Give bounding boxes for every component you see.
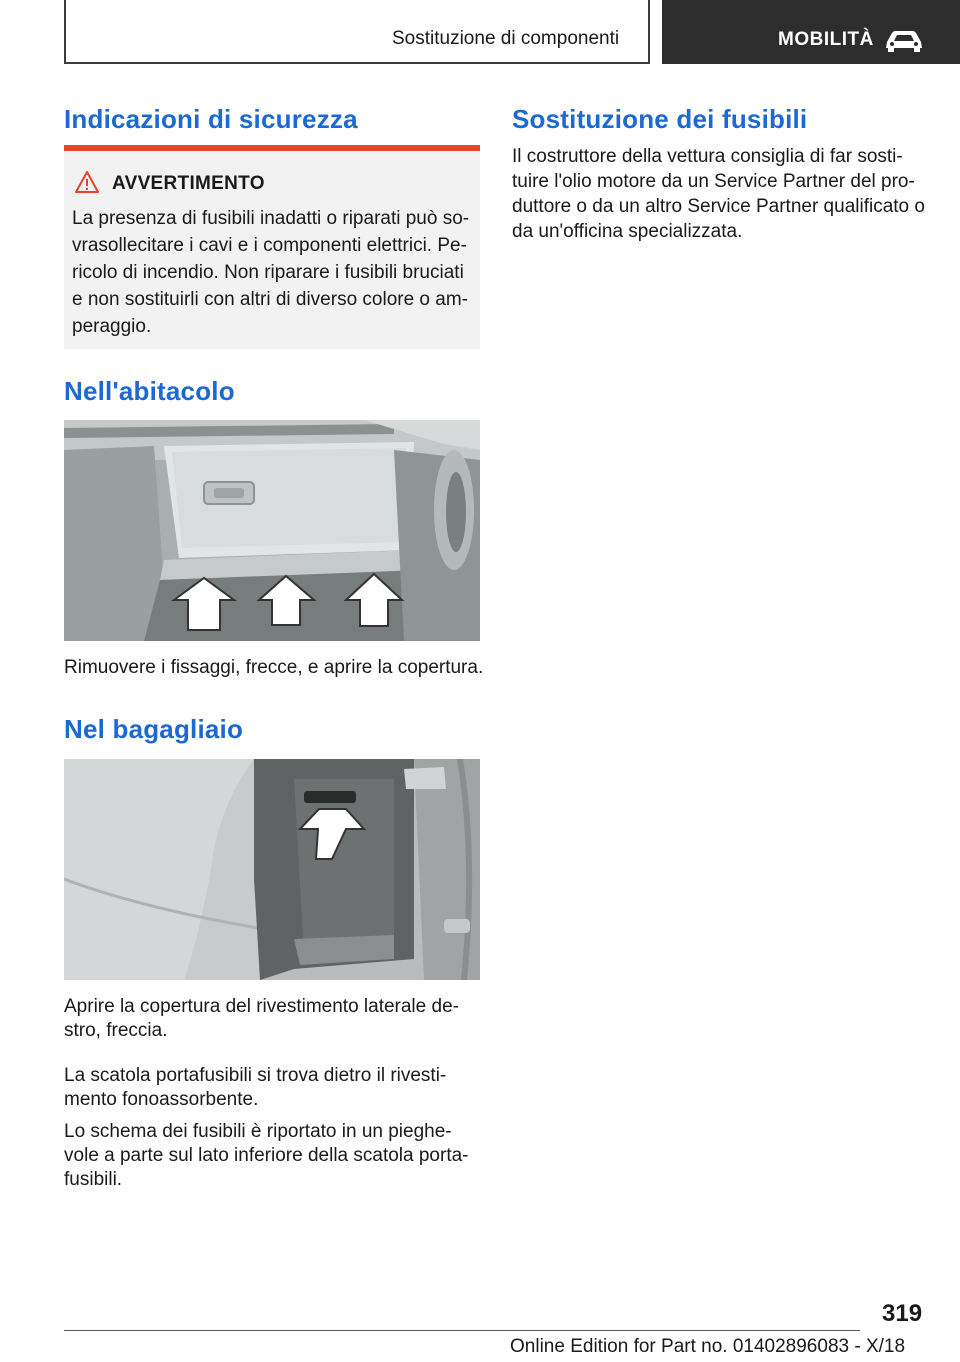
cabin-caption	[64, 656, 483, 680]
paragraph-line: La scatola portafusibili si trova dietro il rivesti‐	[64, 1065, 447, 1086]
page-number: 319	[882, 1300, 923, 1327]
fuse-replacement-heading: Sostituzione dei fusibili	[512, 104, 808, 134]
trunk-paragraph-diagram	[64, 1120, 469, 1192]
paragraph-line: mento fonoassorbente.	[64, 1089, 259, 1110]
paragraph-line: da un'officina specializzata.	[512, 221, 743, 242]
warning-line: e non sostituirli con altri di diverso colore o am‐	[72, 289, 469, 310]
header-chapter-title: MOBILITÀ	[778, 29, 874, 50]
paragraph-line: duttore o da un altro Service Partner qualificato o	[512, 196, 925, 217]
warning-triangle-icon	[74, 170, 100, 194]
caption-line: Aprire la copertura del rivestimento laterale de‐	[64, 996, 459, 1017]
safety-heading: Indicazioni di sicurezza	[64, 104, 358, 134]
warning-line: La presenza di fusibili inadatti o riparati può so‐	[72, 208, 470, 229]
trunk-caption	[64, 995, 459, 1043]
paragraph-line: vole a parte sul lato inferiore della scatola porta‐	[64, 1145, 469, 1166]
warning-line: peraggio.	[72, 316, 152, 337]
paragraph-line: Lo schema dei fusibili è riportato in un pieghe‐	[64, 1121, 452, 1142]
car-icon	[884, 30, 924, 52]
warning-line: vrasollecitare i cavi e i componenti elettrici. Pe‐	[72, 235, 467, 256]
trunk-photo	[64, 759, 480, 980]
cabin-photo	[64, 420, 480, 641]
warning-line: ricolo di incendio. Non riparare i fusibili bruciati	[72, 262, 464, 283]
caption-line: Rimuovere i fissaggi, frecce, e aprire la copertura.	[64, 657, 484, 678]
footer-rule	[64, 1330, 860, 1331]
trunk-paragraph-location	[64, 1064, 446, 1112]
footer-edition: Online Edition for Part no. 01402896083 - X/18	[510, 1336, 906, 1357]
paragraph-line: Il costruttore della vettura consiglia di far sosti‐	[512, 146, 903, 167]
paragraph-line: fusibili.	[64, 1169, 123, 1190]
fuse-replacement-paragraph	[512, 144, 925, 244]
cabin-heading: Nell'abitacolo	[64, 376, 235, 406]
header-section-title: Sostituzione di componenti	[392, 28, 620, 49]
caption-line: stro, freccia.	[64, 1020, 168, 1041]
trunk-heading: Nel bagagliaio	[64, 714, 244, 744]
paragraph-line: tuire l'olio motore da un Service Partner del pro‐	[512, 171, 915, 192]
warning-text	[72, 205, 472, 340]
warning-title: AVVERTIMENTO	[112, 173, 265, 194]
